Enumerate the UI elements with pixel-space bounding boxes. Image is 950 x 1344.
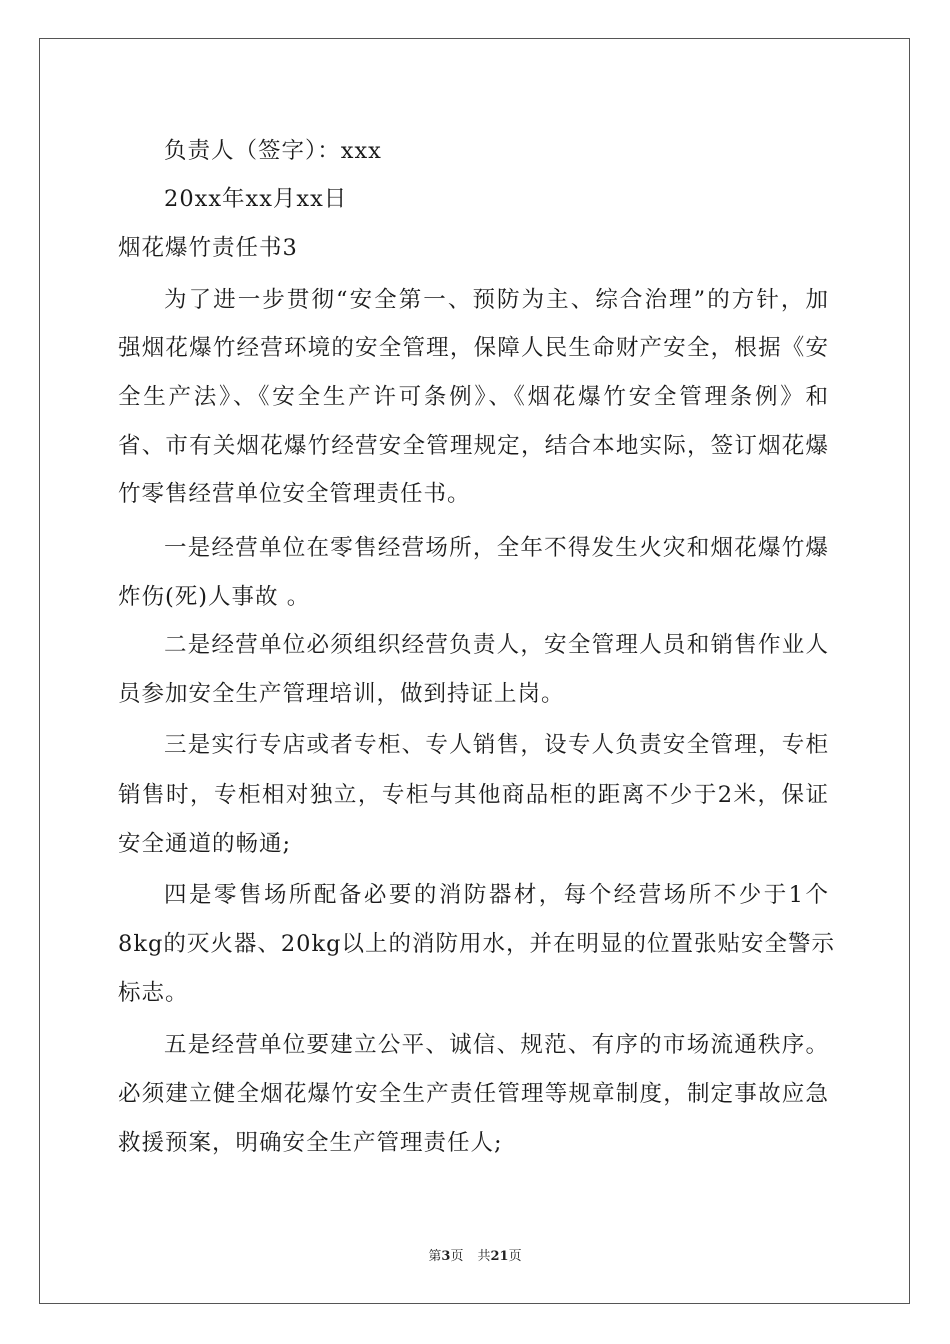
page-border — [39, 38, 910, 1304]
paragraph-line: 一是经营单位在零售经营场所，全年不得发生火灾和烟花爆竹爆 — [164, 535, 829, 561]
paragraph-line: 必须建立健全烟花爆竹安全生产责任管理等规章制度，制定事故应急 — [118, 1081, 829, 1107]
paragraph-line: 四是零售场所配备必要的消防器材，每个经营场所不少于1个 — [164, 882, 829, 908]
paragraph-line: 安全通道的畅通; — [118, 831, 292, 857]
paragraph-line: 三是实行专店或者专柜、专人销售，设专人负责安全管理，专柜 — [164, 732, 829, 758]
paragraph-line: 炸伤(死)人事故 。 — [118, 584, 311, 610]
date-line: 20xx年xx月xx日 — [164, 186, 348, 212]
paragraph-line: 标志。 — [118, 980, 189, 1006]
paragraph-line: 销售时，专柜相对独立，专柜与其他商品柜的距离不少于2米，保证 — [118, 782, 829, 808]
page-number: 第3页 — [428, 1249, 464, 1264]
document-title: 烟花爆竹责任书3 — [118, 235, 298, 261]
signature-line: 负责人（签字）：xxx — [164, 138, 382, 164]
paragraph-line: 8kg的灭火器、20kg以上的消防用水，并在明显的位置张贴安全警示 — [118, 931, 836, 957]
page-footer — [0, 1245, 950, 1264]
paragraph-line: 强烟花爆竹经营环境的安全管理，保障人民生命财产安全，根据《安 — [118, 335, 829, 361]
paragraph-line: 全生产法》、《安全生产许可条例》、《烟花爆竹安全管理条例》和 — [118, 384, 829, 410]
page-total: 共21页 — [477, 1249, 522, 1264]
paragraph-line: 二是经营单位必须组织经营负责人，安全管理人员和销售作业人 — [164, 632, 829, 658]
paragraph-line: 为了进一步贯彻“安全第一、预防为主、综合治理”的方针，加 — [164, 287, 829, 313]
paragraph-line: 救援预案，明确安全生产管理责任人; — [118, 1130, 503, 1156]
paragraph-line: 五是经营单位要建立公平、诚信、规范、有序的市场流通秩序。 — [164, 1032, 829, 1058]
paragraph-line: 省、市有关烟花爆竹经营安全管理规定，结合本地实际，签订烟花爆 — [118, 433, 829, 459]
paragraph-line: 竹零售经营单位安全管理责任书。 — [118, 481, 471, 507]
paragraph-line: 员参加安全生产管理培训，做到持证上岗。 — [118, 681, 565, 707]
